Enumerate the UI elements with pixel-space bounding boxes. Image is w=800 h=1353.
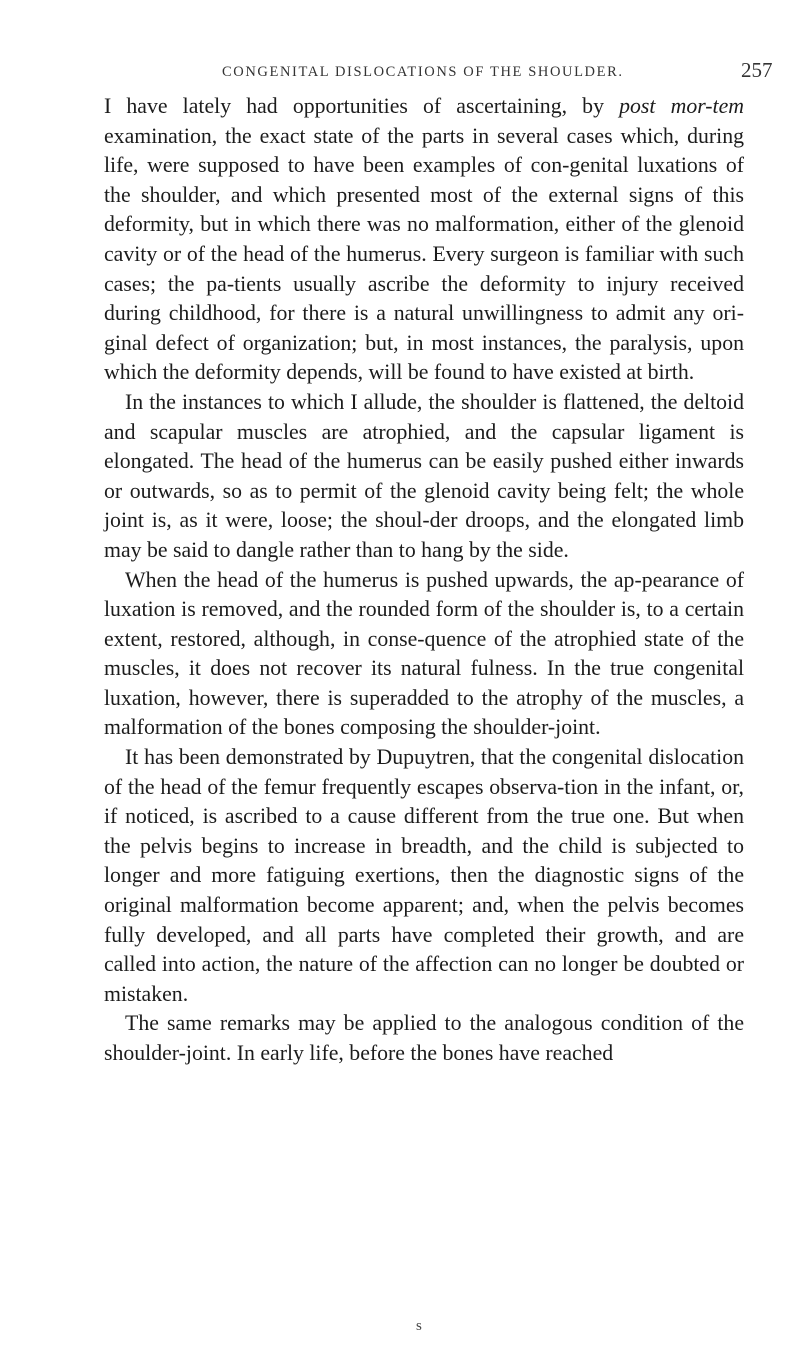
paragraph: The same remarks may be applied to the analogous condition of the shoulder-joint. In early life, before the bones have reached: [104, 1011, 744, 1065]
paragraph: In the instances to which I allude, the shoulder is flattened, the deltoid and scapular muscles are atrophied, and the capsular ligament is elongated. The head of the humerus can be easily pushed either inwards or outwards, so as to permit of the glenoid cavity being felt; the whole joint is, as it were, loose; the shoul-der droops, and the elongated limb may be said to dangle rather than to hang by the side.: [104, 389, 744, 562]
paragraph: When the head of the humerus is pushed upwards, the ap-pearance of luxation is removed, and the rounded form of the shoulder is, to a certain extent, restored, although, in conse-quence of the atrophied state of the muscles, it does not recover its natural fulness. In the true congenital luxation, however, there is superadded to the atrophy of the muscles, a malformation of the bones composing the shoulder-joint.: [104, 567, 744, 740]
paragraph-text: examination, the exact state of the parts in several cases which, during life, were supposed to have been examples of con-genital luxations of the shoulder, and which presented most of the external signs of this deformity, but in which there was no malformation, either of the glenoid cavity or of the head of the humerus. Every surgeon is familiar with such cases; the pa-tients usually ascribe the deformity to injury received during childhood, for there is a natural unwillingness to admit any ori-ginal defect of organization; but, in most instances, the paralysis, upon which the deformity depends, will be found to have existed at birth.: [104, 123, 744, 385]
italic-phrase: post mor-tem: [619, 94, 744, 118]
signature-mark: s: [416, 1318, 422, 1334]
paragraph: It has been demonstrated by Dupuytren, that the congenital dislocation of the head of the femur frequently escapes observa-tion in the infant, or, if noticed, is ascribed to a cause different from the true one. But when the pelvis begins to increase in breadth, and the child is subjected to longer and more fatiguing exertions, then the diagnostic signs of the original malformation become apparent; and, when the pelvis becomes fully developed, and all parts have completed their growth, and are called into action, the nature of the affection can no longer be doubted or mistaken.: [104, 745, 744, 1006]
paragraph: [104, 92, 744, 388]
body-text: [104, 92, 744, 1069]
running-title: CONGENITAL DISLOCATIONS OF THE SHOULDER.: [222, 64, 624, 80]
paragraph-text: I have lately had opportunities of ascertaining, by: [104, 94, 620, 118]
page-number: 257: [741, 58, 773, 82]
